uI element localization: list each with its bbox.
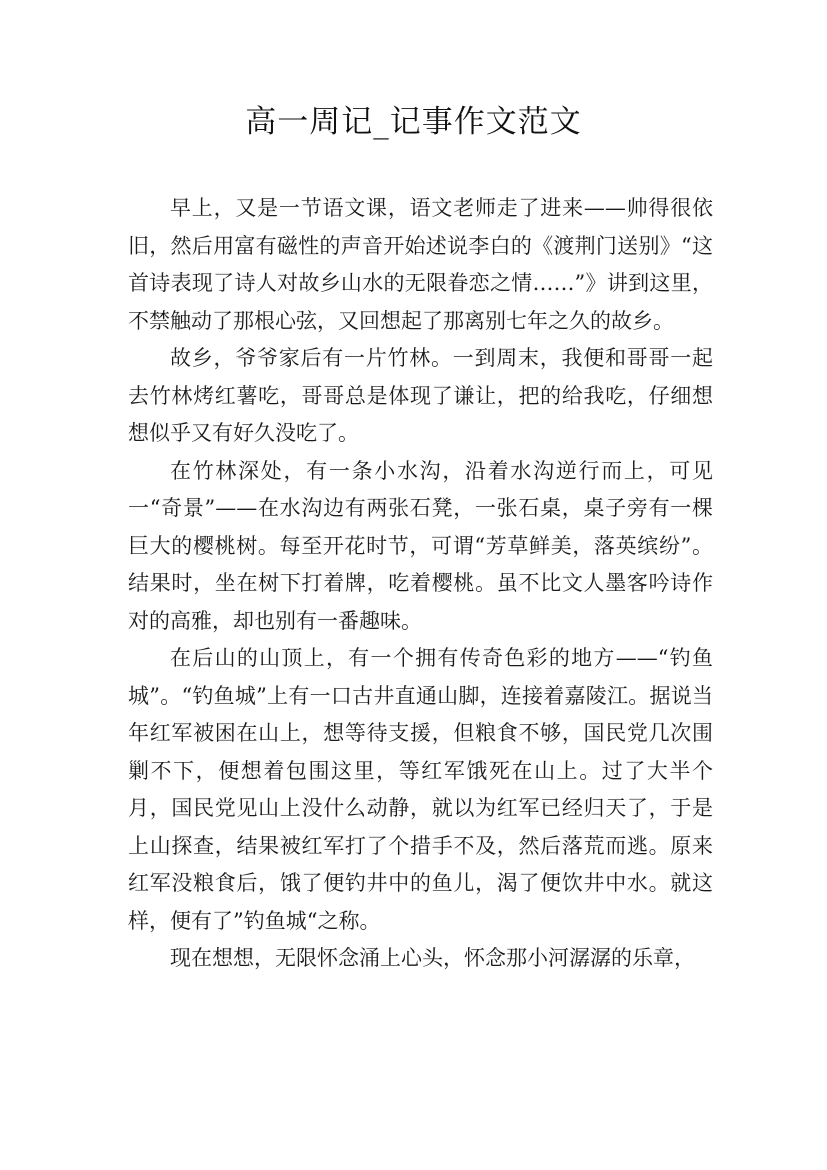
document-body [128,190,713,978]
paragraph-4: 在后山的山顶上，有一个拥有传奇色彩的地方——“钓鱼城”。“钓鱼城”上有一口古井直通山脚，连接着嘉陵江。据说当年红军被困在山上，想等待支援，但粮食不够，国民党几次围剿不下，便想着包围这里，等红军饿死在山上。过了大半个月，国民党见山上没什么动静，就以为红军已经归天了，于是上山探查，结果被红军打了个措手不及，然后落荒而逃。原来红军没粮食后，饿了便钓井中的鱼儿，渴了便饮井中水。就这样，便有了”钓鱼城“之称。 [128,646,713,933]
paragraph-1: 早上，又是一节语文课，语文老师走了进来——帅得很依旧，然后用富有磁性的声音开始述说李白的《渡荆门送别》“这首诗表现了诗人对故乡山水的无限眷恋之情……”》讲到这里，不禁触动了那根心弦，又回想起了那离别七年之久的故乡。 [128,196,713,333]
document-title: 高一周记_记事作文范文 [245,104,582,140]
paragraph-3: 在竹林深处，有一条小水沟，沿着水沟逆行而上，可见一“奇景”——在水沟边有两张石凳，一张石桌，桌子旁有一棵巨大的樱桃树。每至开花时节，可谓“芳草鲜美，落英缤纷”。结果时，坐在树下打着牌，吃着樱桃。虽不比文人墨客吟诗作对的高雅，却也别有一番趣味。 [128,458,713,633]
paragraph-2: 故乡，爷爷家后有一片竹林。一到周末，我便和哥哥一起去竹林烤红薯吃，哥哥总是体现了谦让，把的给我吃，仔细想想似乎又有好久没吃了。 [128,346,713,445]
paragraph-5: 现在想想，无限怀念涌上心头，怀念那小河潺潺的乐章， [170,946,695,970]
